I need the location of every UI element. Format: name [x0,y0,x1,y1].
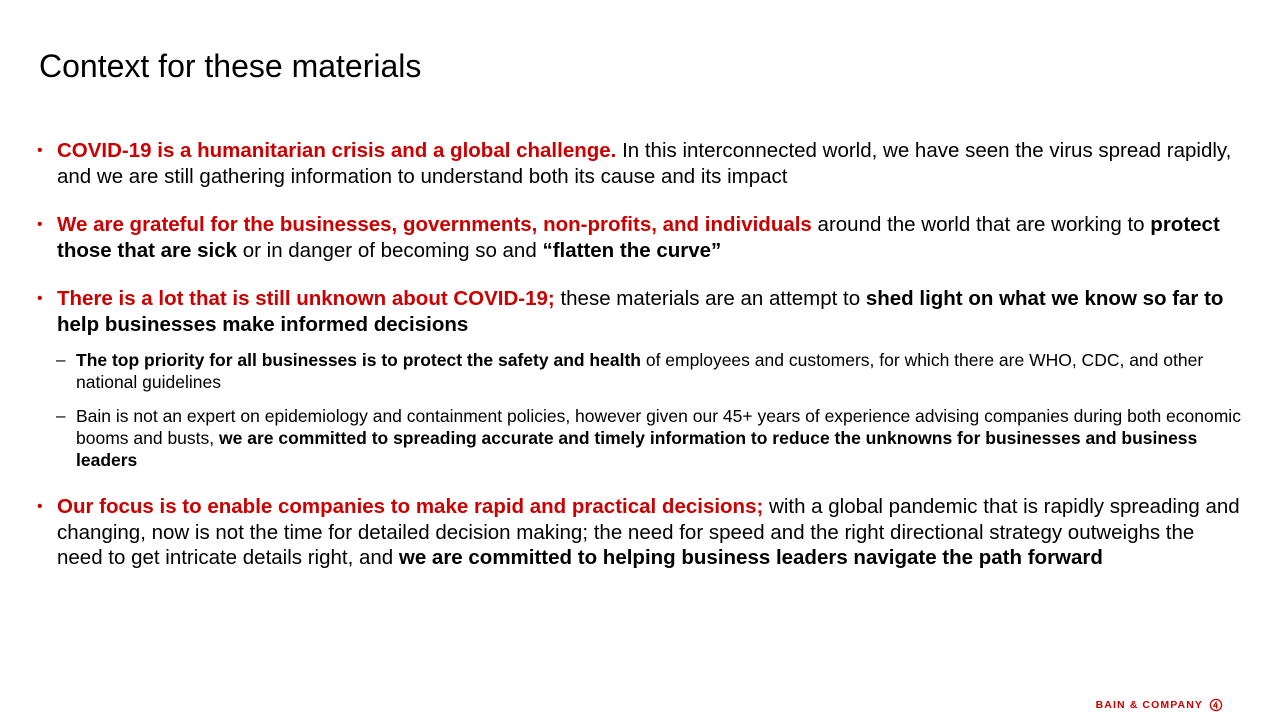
bullet-emphasis: “flatten the curve” [542,238,722,262]
bullet-emphasis: shed light on what we know so far to help businesses make informed decisions [57,287,1224,336]
bullet-marker: • [37,216,43,233]
bullet-text: with a global pandemic that is rapidly spreading and changing, now is not the time for detailed decision making; the need for speed and the right directional strategy outweighs the need to get intricate details right, and [57,495,1240,569]
bullet-marker: • [37,290,43,307]
bullet-text: these materials are an attempt to [554,287,866,310]
bullet-lead: There is a lot that is still unknown about COVID-19; [57,287,555,310]
page-title: Context for these materials [39,48,422,84]
company-logo-text: BAIN & COMPANY [1095,699,1203,711]
sub-bullet-emphasis: we are committed to spreading accurate and timely information to reduce the unknowns for businesses and business leaders [76,428,1198,470]
bullet-text: or in danger of becoming so and [237,238,543,262]
sub-bullet-text: of employees and customers, for which there are WHO, CDC, and other national guidelines [76,350,1204,392]
sub-bullet-emphasis: The top priority for all businesses is to protect the safety and health [76,350,641,370]
bullet-emphasis: protect those that are sick [57,213,1220,262]
bullet-lead: Our focus is to enable companies to make rapid and practical decisions; [57,495,764,518]
sub-bullet-list [37,349,1242,471]
content-body [37,138,1242,594]
bullet-lead: We are grateful for the businesses, governments, non-profits, and individuals [57,213,812,236]
bain-logo-icon [1209,698,1223,712]
bullet-marker: • [37,142,43,159]
bullet-item-unknown [37,286,1242,337]
sub-bullet-text: Bain is not an expert on epidemiology and containment policies, however given our 45+ years of experience advising companies during both economic booms and busts, [76,406,1241,448]
sub-bullet-marker: – [56,406,66,425]
footer-logo [1096,698,1223,712]
sub-bullet-item-not-expert [37,405,1242,471]
bullet-text: around the world that are working to [811,213,1151,236]
sub-bullet-item-top-priority [37,349,1242,393]
sub-bullet-marker: – [56,350,66,369]
bullet-text: In this interconnected world, we have seen the virus spread rapidly, and we are still gathering information to understand both its cause and its impact [57,139,1232,188]
bullet-emphasis: we are committed to helping business leaders navigate the path forward [398,546,1103,569]
bullet-marker: • [37,498,43,515]
bullet-item-grateful [37,212,1242,263]
bullet-item-focus [37,494,1242,571]
bullet-item-humanitarian-crisis [37,138,1242,189]
bullet-lead: COVID-19 is a humanitarian crisis and a global challenge. [57,139,617,162]
